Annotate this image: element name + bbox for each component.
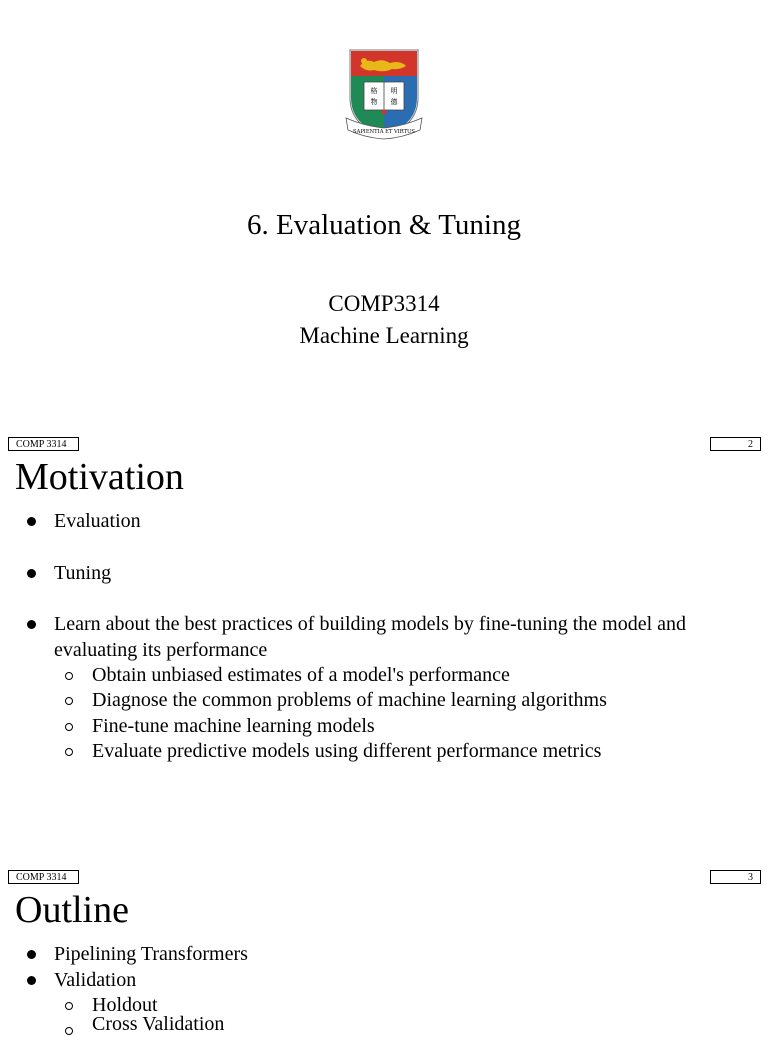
bullet-dot <box>27 517 36 526</box>
crest-char-4: 德 <box>390 98 398 106</box>
sub-list-item: Diagnose the common problems of machine learning algorithms <box>92 689 607 711</box>
sub-list-item: Obtain unbiased estimates of a model's performance <box>92 664 510 686</box>
list-item: Evaluation <box>54 510 141 532</box>
crest-char-3: 物 <box>370 98 378 106</box>
bullet-dot <box>27 620 36 629</box>
sub-list-item: Fine-tune machine learning models <box>92 715 375 737</box>
course-code: COMP3314 <box>328 291 440 316</box>
slide-2-heading: Motivation <box>15 456 184 498</box>
page-number-slide-3: 3 <box>710 870 761 884</box>
university-crest-logo <box>344 48 424 140</box>
list-item: Tuning <box>54 562 112 584</box>
page-number-slide-2: 2 <box>710 437 761 451</box>
sub-bullet-circle <box>65 723 73 731</box>
list-item: Validation <box>54 969 137 991</box>
bullet-dot <box>27 976 36 985</box>
sub-list-item: Holdout <box>92 994 158 1016</box>
crest-char-2: 明 <box>390 87 398 95</box>
course-tag-slide-2: COMP 3314 <box>8 437 79 451</box>
sub-list-item: Cross Validation <box>92 1013 225 1035</box>
list-item: Learn about the best practices of building models by fine-tuning the model and <box>54 613 687 635</box>
sub-bullet-circle <box>65 1027 73 1035</box>
sub-list-item: Evaluate predictive models using different performance metrics <box>92 740 602 762</box>
lecture-title: 6. Evaluation & Tuning <box>247 209 521 241</box>
list-item: Pipelining Transformers <box>54 943 248 965</box>
crest-char-1: 格 <box>370 87 378 95</box>
sub-bullet-circle <box>65 748 73 756</box>
list-item-continuation: evaluating its performance <box>54 639 268 661</box>
sub-bullet-circle <box>65 1002 73 1010</box>
bullet-dot <box>27 950 36 959</box>
sub-bullet-circle <box>65 672 73 680</box>
slide-3-heading: Outline <box>15 889 129 931</box>
sub-bullet-circle <box>65 697 73 705</box>
course-tag-slide-3: COMP 3314 <box>8 870 79 884</box>
crest-motto: SAPIENTIA ET VIRTUS <box>353 129 415 135</box>
course-name: Machine Learning <box>299 323 469 348</box>
bullet-dot <box>27 569 36 578</box>
